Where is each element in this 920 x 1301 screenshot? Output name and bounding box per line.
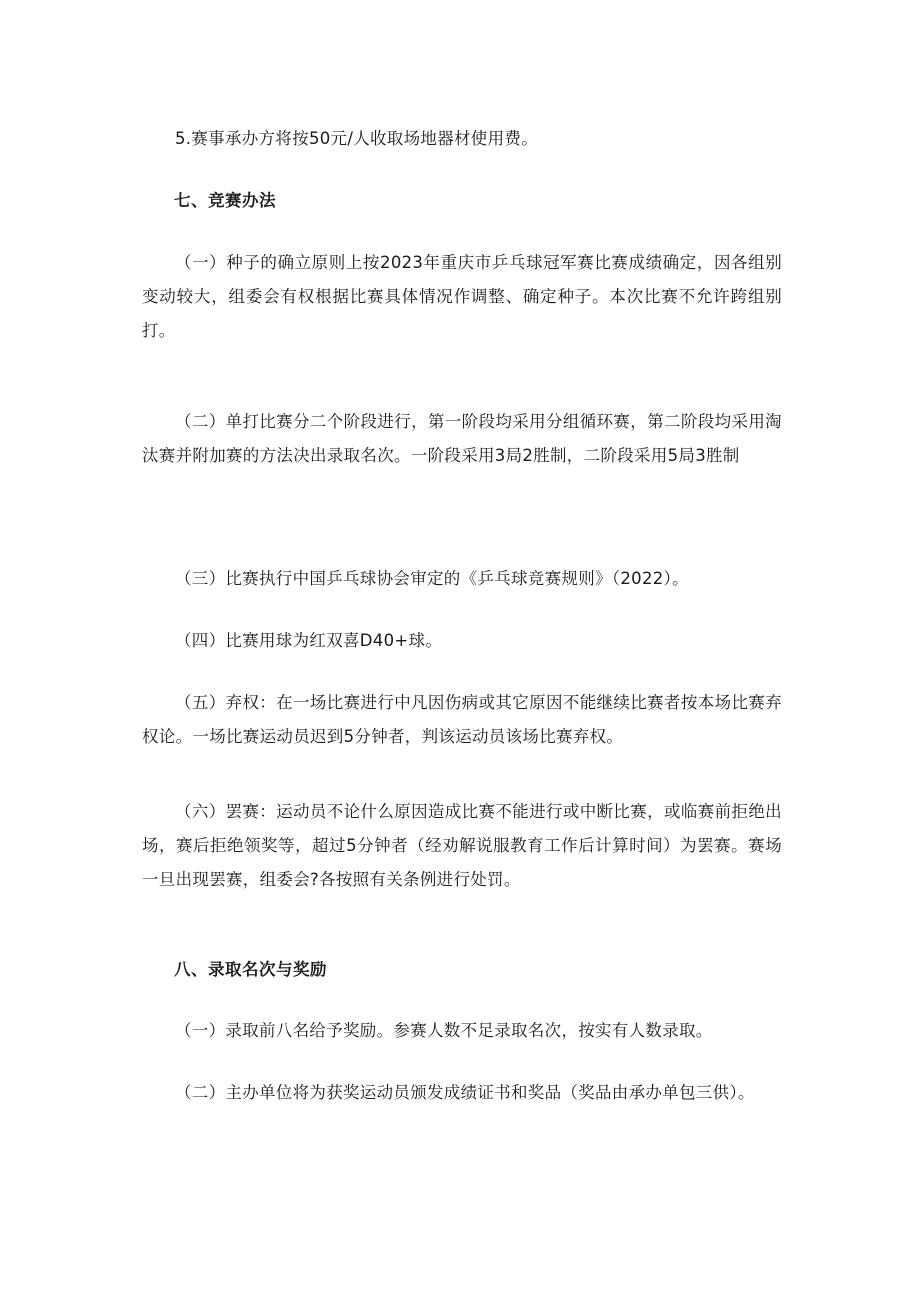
paragraph-singles-stages: （二）单打比赛分二个阶段进行，第一阶段均采用分组循环赛，第二阶段均采用淘汰赛并附加赛的方法决出录取名次。一阶段采用3局2胜制，二阶段采用5局3胜制	[142, 412, 782, 465]
paragraph-fee-item-5: 5.赛事承办方将按50元/人收取场地器材使用费。	[175, 129, 538, 148]
paragraph-seeding: （一）种子的确立原则上按2023年重庆市乒乓球冠军赛比赛成绩确定，因各组别变动较大，组委会有权根据比赛具体情况作调整、确定种子。本次比赛不允许跨组别打。	[142, 253, 782, 340]
paragraph-ball: （四）比赛用球为红双喜D40+球。	[175, 631, 443, 650]
paragraph-strike: （六）罢赛：运动员不论什么原因造成比赛不能进行或中断比赛，或临赛前拒绝出场，赛后拒绝领奖等，超过5分钟者（经劝解说服教育工作后计算时间）为罢赛。赛场一旦出现罢赛，组委会?各按照有关条例进行处罚。	[142, 802, 782, 889]
section-heading-ranking-awards: 八、录取名次与奖励	[174, 960, 327, 979]
paragraph-forfeit: （五）弃权：在一场比赛进行中凡因伤病或其它原因不能继续比赛者按本场比赛弃权论。一场比赛运动员迟到5分钟者，判该运动员该场比赛弃权。	[142, 693, 782, 746]
paragraph-rules: （三）比赛执行中国乒乓球协会审定的《乒乓球竞赛规则》（2022）。	[175, 569, 689, 588]
paragraph-certificates-prizes: （二）主办单位将为获奖运动员颁发成绩证书和奖品（奖品由承办单包三供）。	[175, 1083, 755, 1102]
paragraph-top-eight-awards: （一）录取前八名给予奖励。参赛人数不足录取名次，按实有人数录取。	[175, 1021, 713, 1040]
section-heading-competition-method: 七、竞赛办法	[174, 191, 276, 210]
